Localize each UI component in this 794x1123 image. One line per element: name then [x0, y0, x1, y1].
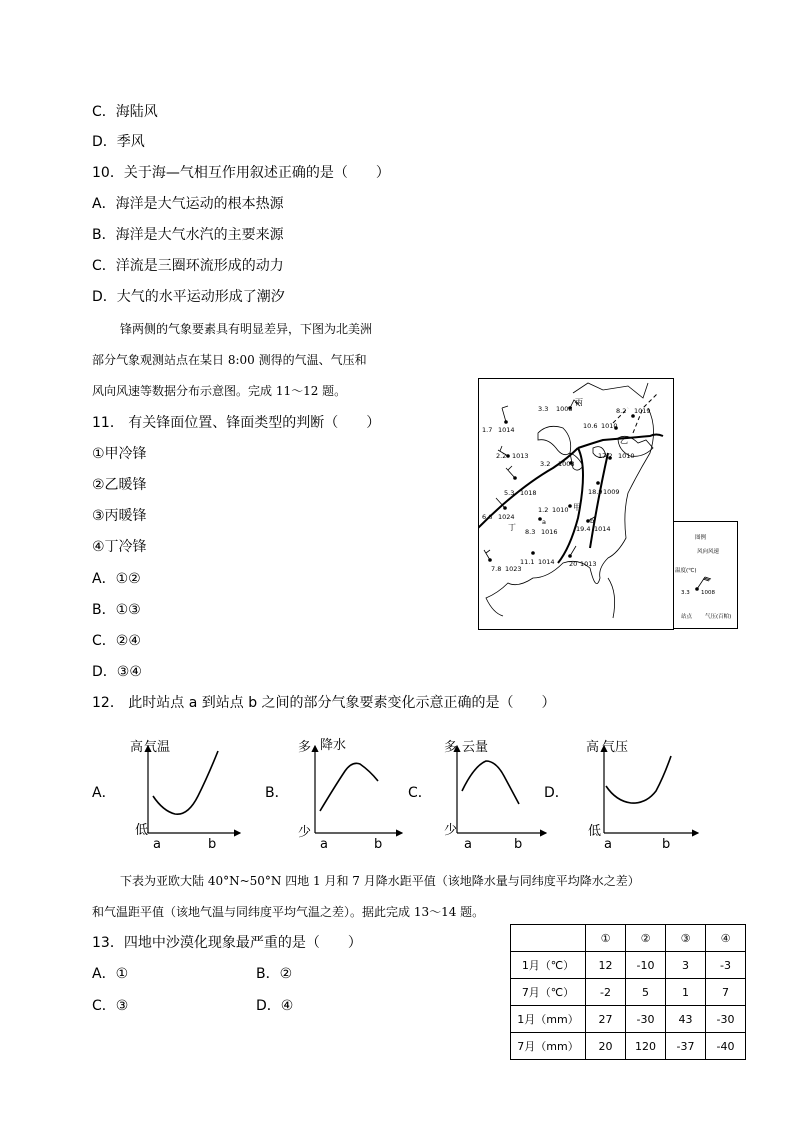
station-temp: 19.4: [576, 525, 591, 533]
table-row-label: 1月（℃）: [511, 952, 586, 979]
table-row: [511, 952, 746, 979]
map-legend: [673, 521, 738, 629]
station-temp: 18.9: [588, 488, 603, 496]
station-temp: 20: [569, 560, 578, 568]
table-header-row: [511, 925, 746, 952]
station-pressure: 1008: [558, 460, 575, 468]
graph-b-xa: a: [320, 837, 328, 851]
intro-11-line2: 部分气象观测站点在某日 8:00 测得的气温、气压和: [92, 353, 367, 367]
front-label-yi: 乙: [620, 436, 628, 445]
station-pressure: 1010: [618, 452, 635, 460]
station-pressure: 1016: [541, 528, 558, 536]
station-pressure: 1010: [601, 422, 618, 430]
station-temp: 7.8: [491, 565, 502, 573]
graph-d: [586, 736, 704, 851]
table-cell: 1: [666, 979, 706, 1006]
station-pressure: 1024: [498, 513, 515, 521]
q9-option-d: D．季风: [92, 134, 145, 150]
graph-a-letter: A．: [92, 785, 116, 801]
table-row-label: 7月（mm）: [511, 1033, 586, 1060]
graph-d-ylabel: 气压: [602, 740, 629, 755]
q13-stem: 13．四地中沙漠化现象最严重的是（ ）: [92, 935, 362, 951]
anomaly-table: [510, 924, 746, 1060]
table-cell: -30: [706, 1006, 746, 1033]
table-cell: -3: [706, 952, 746, 979]
station-temp: 3.3: [538, 405, 549, 413]
graph-d-top: 高: [586, 740, 600, 755]
graph-b-top: 多: [298, 740, 312, 755]
table-row-label: 7月（℃）: [511, 979, 586, 1006]
graph-c-xa: a: [464, 837, 472, 851]
station-temp: 8.2: [616, 407, 627, 415]
legend-title: 图例: [695, 535, 707, 541]
table-cell: 27: [586, 1006, 626, 1033]
weather-map: [478, 378, 674, 630]
q13-option-c: C．③: [92, 998, 129, 1014]
table-row-label: 1月（mm）: [511, 1006, 586, 1033]
legend-station: 站点: [681, 614, 693, 620]
graph-d-bottom: 低: [588, 824, 602, 839]
station-pressure: 1014: [594, 525, 611, 533]
q11-stem: 11． 有关锋面位置、锋面类型的判断（ ）: [92, 415, 381, 431]
table-header-cell: ②: [626, 925, 666, 952]
q13-option-d: D．④: [256, 998, 294, 1014]
station-pressure: 1014: [498, 426, 515, 434]
graph-c-bottom: 少: [444, 823, 458, 838]
table-cell: 7: [706, 979, 746, 1006]
table-header-cell: ①: [586, 925, 626, 952]
graph-c-xb: b: [514, 837, 523, 851]
q10-option-c: C．洋流是三圈环流形成的动力: [92, 258, 284, 274]
intro-11-line3: 风向风速等数据分布示意图。完成 11～12 题。: [92, 384, 347, 398]
station-name: 丙: [575, 398, 583, 407]
table-cell: 120: [626, 1033, 666, 1060]
table-cell: 12: [586, 952, 626, 979]
q12-stem: 12． 此时站点 a 到站点 b 之间的部分气象要素变化示意正确的是（ ）: [92, 695, 556, 711]
q10-option-d: D．大气的水平运动形成了潮汐: [92, 289, 285, 305]
legend-pressure: 气压(百帕): [705, 614, 732, 620]
table-cell: 43: [666, 1006, 706, 1033]
q11-option-a: A．①②: [92, 571, 141, 587]
station-pressure: 1014: [538, 558, 555, 566]
table-row: [511, 979, 746, 1006]
legend-p-value: 1008: [701, 590, 715, 596]
station-label-a: a: [542, 518, 546, 526]
q13-option-a: A．①: [92, 966, 129, 982]
table-cell: -30: [626, 1006, 666, 1033]
graph-c: [434, 736, 552, 851]
q11-option-b: B．①③: [92, 602, 141, 618]
q11-statement-3: ③丙暖锋: [92, 508, 147, 524]
station-pressure: 1018: [520, 489, 537, 497]
intro-13-line1: 下表为亚欧大陆 40°N~50°N 四地 1 月和 7 月降水距平值（该地降水量与同纬度平均降水之差）: [120, 874, 640, 888]
graph-a-bottom: 低: [135, 823, 149, 838]
table-cell: -40: [706, 1033, 746, 1060]
graph-d-letter: D．: [544, 785, 569, 801]
intro-13-line2: 和气温距平值（该地气温与同纬度平均气温之差）。据此完成 13～14 题。: [92, 905, 485, 919]
table-header-cell: ③: [666, 925, 706, 952]
graph-b: [290, 736, 408, 851]
station-label-b: b: [590, 517, 595, 525]
graph-a-ylabel: 气温: [144, 740, 171, 755]
table-cell: -37: [666, 1033, 706, 1060]
graph-c-top: 多: [444, 740, 458, 755]
station-name: 甲: [573, 503, 581, 512]
graph-d-xa: a: [604, 837, 612, 851]
graph-c-ylabel: 云量: [462, 740, 489, 755]
table-cell: 5: [626, 979, 666, 1006]
station-pressure: 1019: [634, 407, 651, 415]
q10-stem: 10．关于海—气相互作用叙述正确的是（ ）: [92, 165, 390, 181]
legend-wind: 风向风速: [697, 549, 720, 555]
station-pressure: 1010: [552, 506, 569, 514]
table-header-cell: ④: [706, 925, 746, 952]
q10-option-a: A．海洋是大气运动的根本热源: [92, 196, 284, 212]
table-cell: 3: [666, 952, 706, 979]
station-temp: 17.2: [598, 452, 613, 460]
station-temp: 8.3: [525, 528, 536, 536]
table-cell: -2: [586, 979, 626, 1006]
graph-d-xb: b: [662, 837, 671, 851]
graph-b-bottom: 少: [298, 825, 312, 840]
graph-a-xb: b: [208, 837, 217, 851]
q9-option-c: C．海陆风: [92, 104, 158, 120]
front-label-ding: 丁: [508, 523, 516, 532]
graph-b-ylabel: 降水: [320, 738, 347, 753]
graph-c-letter: C．: [408, 785, 432, 801]
legend-t-value: 3.3: [681, 590, 690, 596]
intro-11-line1: 锋两侧的气象要素具有明显差异，下图为北美洲: [120, 322, 373, 336]
station-temp: 5.3: [504, 489, 515, 497]
legend-temp: 温度(℃): [675, 568, 697, 574]
graph-a: [128, 736, 246, 851]
station-pressure: 1013: [512, 452, 529, 460]
table-header-cell: [511, 925, 586, 952]
station-pressure: 1013: [580, 560, 597, 568]
table-cell: 20: [586, 1033, 626, 1060]
q11-statement-2: ②乙暖锋: [92, 477, 147, 493]
station-pressure: 1023: [505, 565, 522, 573]
table-row: [511, 1033, 746, 1060]
station-pressure: 1009: [603, 488, 620, 496]
table-cell: -10: [626, 952, 666, 979]
graph-b-xb: b: [374, 837, 383, 851]
table-row: [511, 1006, 746, 1033]
station-temp: 10.6: [583, 422, 598, 430]
station-temp: 2.2: [496, 452, 507, 460]
q11-statement-4: ④丁冷锋: [92, 539, 147, 555]
graph-b-letter: B．: [265, 785, 289, 801]
station-temp: 11.1: [520, 558, 535, 566]
q11-option-c: C．②④: [92, 633, 141, 649]
station-temp: 1.2: [538, 506, 549, 514]
station-temp: 6.6: [482, 513, 493, 521]
graph-a-top: 高: [130, 740, 144, 755]
station-temp: 1.7: [482, 426, 493, 434]
station-temp: 3.2: [540, 460, 551, 468]
q11-statement-1: ①甲冷锋: [92, 446, 147, 462]
q10-option-b: B．海洋是大气水汽的主要来源: [92, 227, 284, 243]
station-pressure: 1008: [556, 405, 573, 413]
q13-option-b: B．②: [256, 966, 293, 982]
q11-option-d: D．③④: [92, 664, 142, 680]
graph-a-xa: a: [153, 837, 161, 851]
